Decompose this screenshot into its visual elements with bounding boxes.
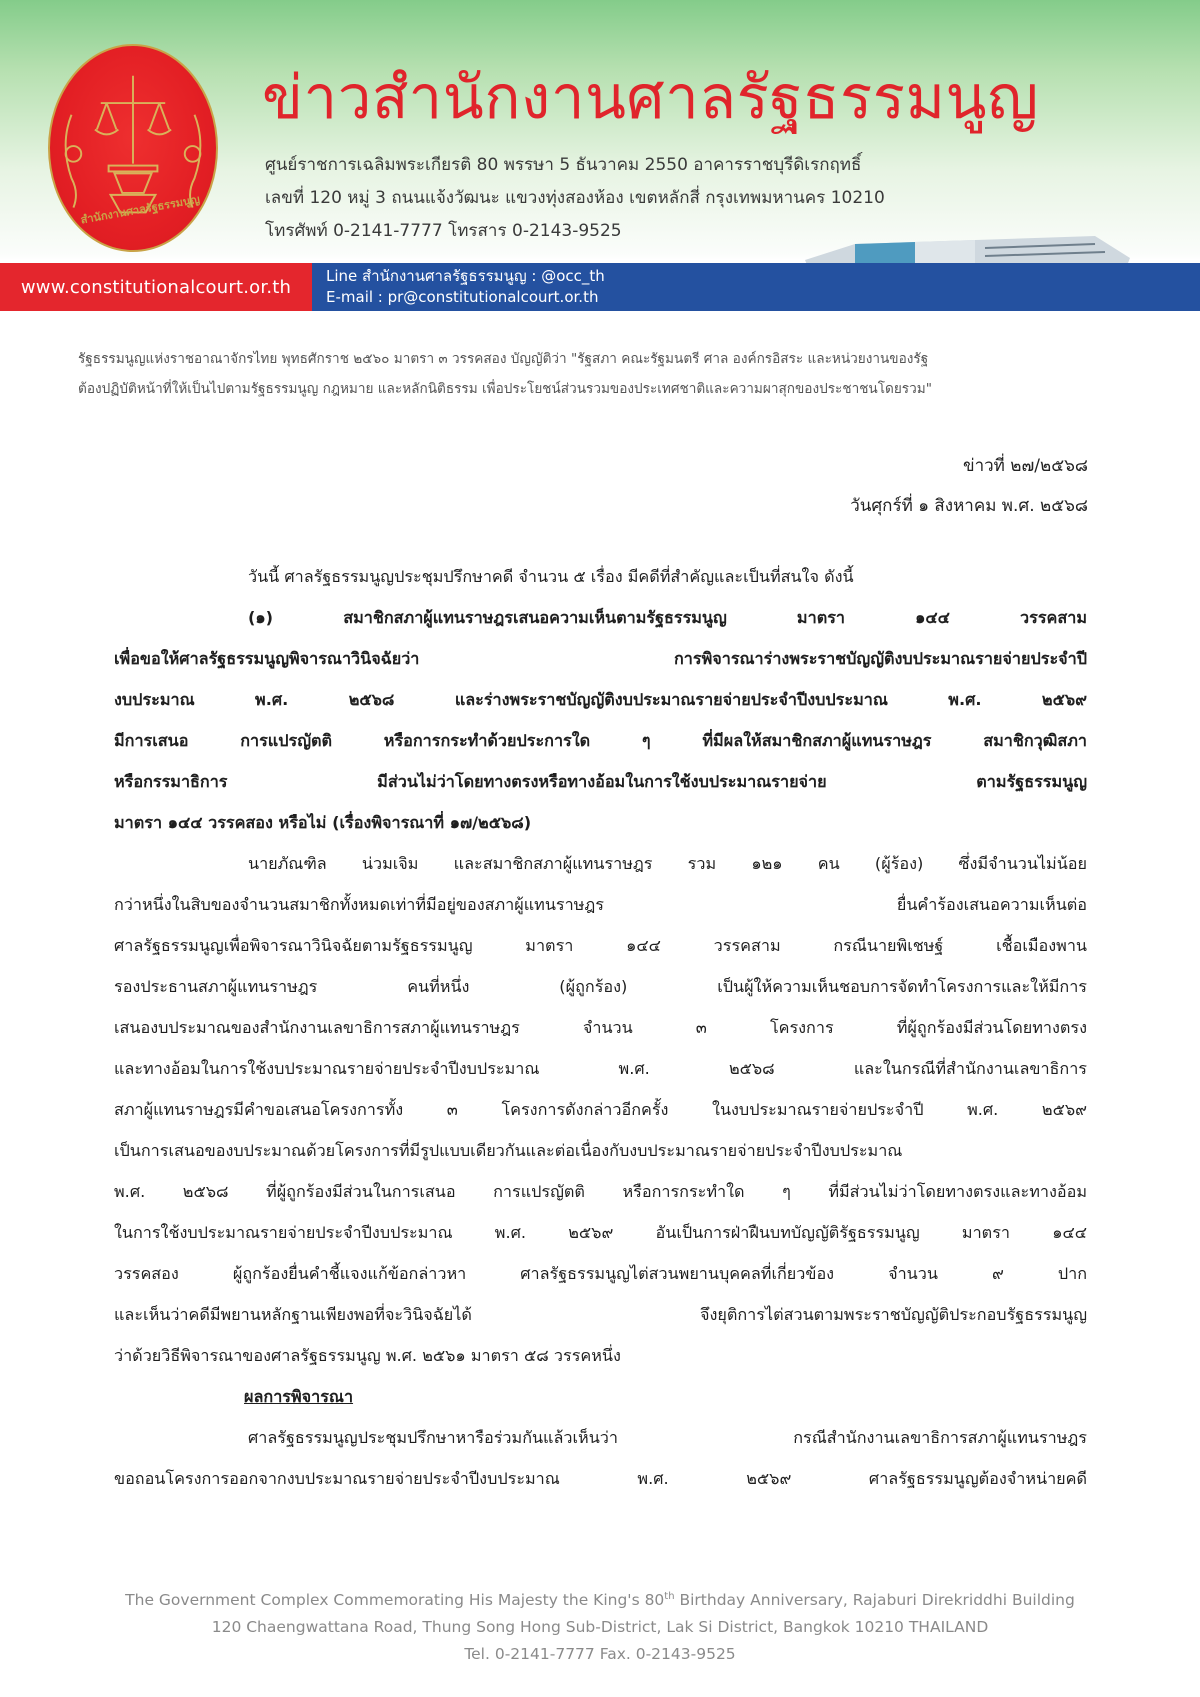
case-facts-line: ศาลรัฐธรรมนูญเพื่อพิจารณาวินิจฉัยตามรัฐธรรมนูญ มาตรา ๑๔๔ วรรคสาม กรณีนายพิเชษฐ์ เชื้อเมืองพาน <box>114 936 1087 955</box>
case-title-line: (๑) สมาชิกสภาผู้แทนราษฎรเสนอความเห็นตามรัฐธรรมนูญ มาตรา ๑๔๔ วรรคสาม <box>248 608 1087 627</box>
result-heading: ผลการพิจารณา <box>244 1387 354 1406</box>
case-facts-line: รองประธานสภาผู้แทนราษฎร คนที่หนึ่ง (ผู้ถูกร้อง) เป็นผู้ให้ความเห็นชอบการจัดทำโครงการและให้มีการ <box>114 977 1087 996</box>
page-title: ข่าวสำนักงานศาลรัฐธรรมนูญ <box>262 64 1039 131</box>
case-title-line: เพื่อขอให้ศาลรัฐธรรมนูญพิจารณาวินิจฉัยว่า การพิจารณาร่างพระราชบัญญัติงบประมาณรายจ่ายประจำปี <box>114 649 1087 668</box>
page-footer <box>0 1583 1200 1668</box>
result-line: ขอถอนโครงการออกจากงบประมาณรายจ่ายประจำปีงบประมาณ พ.ศ. ๒๕๖๙ ศาลรัฐธรรมนูญต้องจำหน่ายคดี <box>114 1469 1087 1488</box>
case-facts-line: นายภัณฑิล น่วมเจิม และสมาชิกสภาผู้แทนราษฎร รวม ๑๒๑ คน (ผู้ร้อง) ซึ่งมีจำนวนไม่น้อย <box>248 854 1087 873</box>
case-facts-line: วรรคสอง ผู้ถูกร้องยื่นคำชี้แจงแก้ข้อกล่าวหา ศาลรัฐธรรมนูญไต่สวนพยานบุคคลที่เกี่ยวข้อง จำนวน ๙ ปาก <box>114 1264 1087 1283</box>
footer-address-line: 120 Chaengwattana Road, Thung Song Hong Sub-District, Lak Si District, Bangkok 10210 THAILAND <box>211 1618 989 1637</box>
case-facts-line: เสนองบประมาณของสำนักงานเลขาธิการสภาผู้แทนราษฎร จำนวน ๓ โครงการ ที่ผู้ถูกร้องมีส่วนโดยทางตรง <box>114 1018 1087 1037</box>
case-facts-line: ในการใช้งบประมาณรายจ่ายประจำปีงบประมาณ พ.ศ. ๒๕๖๙ อันเป็นการฝ่าฝืนบทบัญญัติรัฐธรรมนูญ มาตรา ๑๔๔ <box>114 1223 1087 1242</box>
news-body <box>114 556 1087 1499</box>
contact-info <box>312 263 1200 311</box>
footer-phone-line: Tel. 0-2141-7777 Fax. 0-2143-9525 <box>464 1645 736 1664</box>
news-meta <box>850 446 1088 526</box>
address-line-1: ศูนย์ราชการเฉลิมพระเกียรติ 80 พรรษา 5 ธันวาคม 2550 อาคารราชบุรีดิเรกฤทธิ์ <box>265 155 862 175</box>
case-title-line: มีการเสนอ การแปรญัตติ หรือการกระทำด้วยประการใด ๆ ที่มีผลให้สมาชิกสภาผู้แทนราษฎร สมาชิกวุฒิสภา <box>114 731 1087 750</box>
footer-text: Birthday Anniversary, Rajaburi Direkriddhi Building <box>674 1591 1075 1610</box>
footer-building-line <box>0 1583 1200 1614</box>
line-contact: Line สำนักงานศาลรัฐธรรมนูญ : @occ_th <box>326 267 605 285</box>
case-facts-line: เป็นการเสนอของบประมาณด้วยโครงการที่มีรูปแบบเดียวกันและต่อเนื่องกับงบประมาณรายจ่ายประจำปีงบประมาณ <box>114 1141 903 1160</box>
case-facts-line: สภาผู้แทนราษฎรมีคำขอเสนอโครงการทั้ง ๓ โครงการดังกล่าวอีกครั้ง ในงบประมาณรายจ่ายประจำปี พ.ศ. ๒๕๖๙ <box>114 1100 1087 1119</box>
phone-fax-line: โทรศัพท์ 0-2141-7777 โทรสาร 0-2143-9525 <box>265 221 622 241</box>
case-facts-line: และทางอ้อมในการใช้งบประมาณรายจ่ายประจำปีงบประมาณ พ.ศ. ๒๕๖๘ และในกรณีที่สำนักงานเลขาธิการ <box>114 1059 1087 1078</box>
news-number: ข่าวที่ ๒๗/๒๕๖๘ <box>962 456 1088 476</box>
contact-band <box>0 263 1200 311</box>
quote-line: รัฐธรรมนูญแห่งราชอาณาจักรไทย พุทธศักราช ๒๕๖๐ มาตรา ๓ วรรคสอง บัญญัติว่า "รัฐสภา คณะรัฐมนตรี ศาล องค์กรอิสระ และหน่วยงานของรัฐ <box>78 351 929 367</box>
letterhead <box>0 0 1200 315</box>
case-facts-line: กว่าหนึ่งในสิบของจำนวนสมาชิกทั้งหมดเท่าที่มีอยู่ของสภาผู้แทนราษฎร ยื่นคำร้องเสนอความเห็นต่อ <box>114 895 1087 914</box>
intro-paragraph: วันนี้ ศาลรัฐธรรมนูญประชุมปรึกษาคดี จำนวน ๕ เรื่อง มีคดีที่สำคัญและเป็นที่สนใจ ดังนี้ <box>248 567 854 586</box>
website-link[interactable]: www.constitutionalcourt.or.th <box>0 263 312 311</box>
result-line: ศาลรัฐธรรมนูญประชุมปรึกษาหารือร่วมกันแล้วเห็นว่า กรณีสำนักงานเลขาธิการสภาผู้แทนราษฎร <box>248 1428 1087 1447</box>
case-title-line: งบประมาณ พ.ศ. ๒๕๖๘ และร่างพระราชบัญญัติงบประมาณรายจ่ายประจำปีงบประมาณ พ.ศ. ๒๕๖๙ <box>114 690 1087 709</box>
address-line-2: เลขที่ 120 หมู่ 3 ถนนแจ้งวัฒนะ แขวงทุ่งสองห้อง เขตหลักสี่ กรุงเทพมหานคร 10210 <box>265 188 885 208</box>
footer-superscript: th <box>664 1591 675 1602</box>
news-date: วันศุกร์ที่ ๑ สิงหาคม พ.ศ. ๒๕๖๘ <box>850 496 1088 516</box>
constitution-quote <box>78 344 1122 404</box>
seal-caption: สำนักงานศาลรัฐธรรมนูญ <box>79 192 201 227</box>
case-facts-line: ว่าด้วยวิธีพิจารณาของศาลรัฐธรรมนูญ พ.ศ. ๒๕๖๑ มาตรา ๕๘ วรรคหนึ่ง <box>114 1346 621 1365</box>
case-title-line: มาตรา ๑๔๔ วรรคสอง หรือไม่ (เรื่องพิจารณาที่ ๑๗/๒๕๖๘) <box>114 813 532 832</box>
case-facts-line: พ.ศ. ๒๕๖๘ ที่ผู้ถูกร้องมีส่วนในการเสนอ การแปรญัตติ หรือการกระทำใด ๆ ที่มีส่วนไม่ว่าโดยทางตรงและทางอ้อม <box>114 1182 1087 1201</box>
quote-line: ต้องปฏิบัติหน้าที่ให้เป็นไปตามรัฐธรรมนูญ กฎหมาย และหลักนิติธรรม เพื่อประโยชน์ส่วนรวมของประเทศชาติและความผาสุกของประชาชนโดยรวม" <box>78 381 932 397</box>
case-facts-line: และเห็นว่าคดีมีพยานหลักฐานเพียงพอที่จะวินิจฉัยได้ จึงยุติการไต่สวนตามพระราชบัญญัติประกอบรัฐธรรมนูญ <box>114 1305 1087 1324</box>
footer-text: The Government Complex Commemorating His Majesty the King's 80 <box>125 1591 665 1610</box>
email-link[interactable]: E-mail : pr@constitutionalcourt.or.th <box>326 288 599 306</box>
case-title-line: หรือกรรมาธิการ มีส่วนไม่ว่าโดยทางตรงหรือทางอ้อมในการใช้งบประมาณรายจ่าย ตามรัฐธรรมนูญ <box>114 772 1087 791</box>
